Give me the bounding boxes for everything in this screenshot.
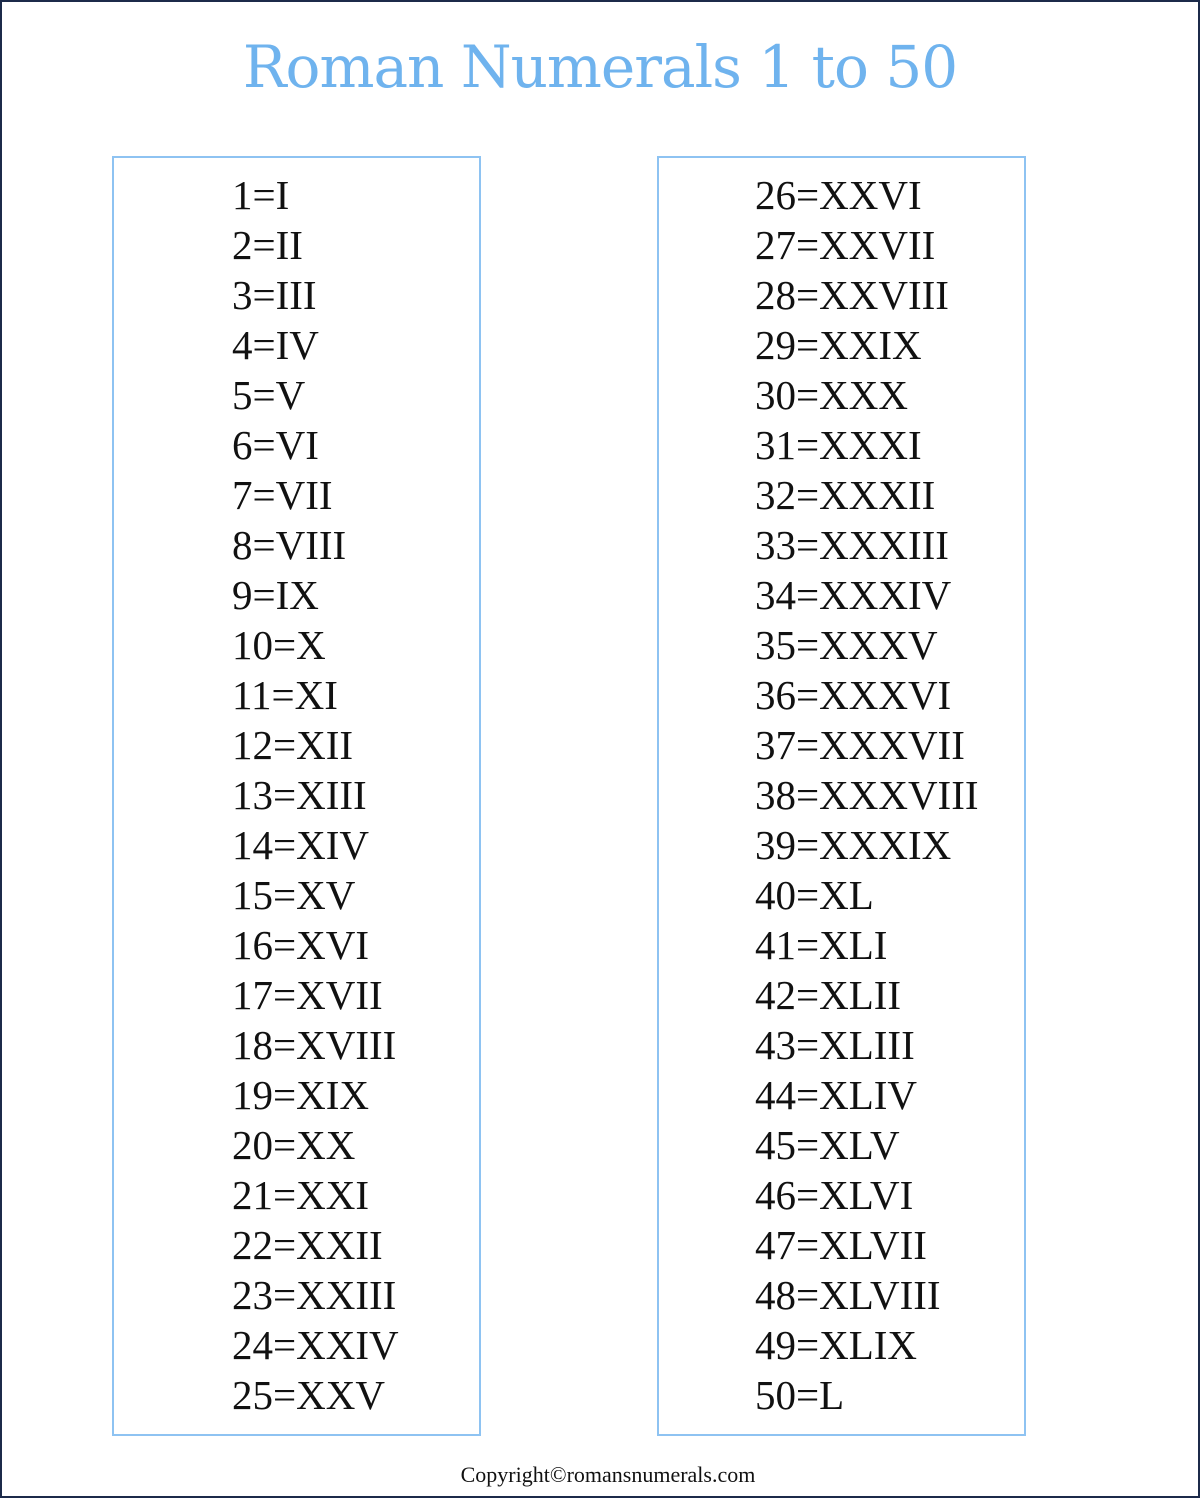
numeral-entry: 31=XXXI <box>755 422 922 468</box>
numeral-entry: 9=IX <box>232 572 319 618</box>
numeral-entry: 50=L <box>755 1372 845 1418</box>
numeral-list-26-to-50 <box>755 170 979 1420</box>
numeral-entry: 13=XIII <box>232 772 367 818</box>
numeral-entry: 8=VIII <box>232 522 347 568</box>
numeral-entry: 5=V <box>232 372 306 418</box>
numeral-entry: 10=X <box>232 622 326 668</box>
numeral-entry: 42=XLII <box>755 972 902 1018</box>
numeral-entry: 15=XV <box>232 872 356 918</box>
numeral-entry: 40=XL <box>755 872 874 918</box>
numeral-entry: 32=XXXII <box>755 472 936 518</box>
numeral-list-1-to-25 <box>232 170 399 1420</box>
numeral-entry: 6=VI <box>232 422 319 468</box>
numeral-entry: 47=XLVII <box>755 1222 927 1268</box>
numeral-entry: 21=XXI <box>232 1172 369 1218</box>
numeral-entry: 18=XVIII <box>232 1022 397 1068</box>
copyright-footer: Copyright©romansnumerals.com <box>460 1462 756 1487</box>
numeral-entry: 30=XXX <box>755 372 908 418</box>
numeral-entry: 37=XXXVII <box>755 722 965 768</box>
numeral-entry: 35=XXXV <box>755 622 938 668</box>
numeral-entry: 33=XXXIII <box>755 522 949 568</box>
numeral-entry: 36=XXXVI <box>755 672 952 718</box>
numeral-entry: 46=XLVI <box>755 1172 914 1218</box>
numeral-entry: 29=XXIX <box>755 322 922 368</box>
numeral-entry: 20=XX <box>232 1122 356 1168</box>
numeral-entry: 48=XLVIII <box>755 1272 941 1318</box>
numeral-entry: 1=I <box>232 172 290 218</box>
numeral-entry: 26=XXVI <box>755 172 922 218</box>
numeral-entry: 11=XI <box>232 672 338 718</box>
numeral-entry: 45=XLV <box>755 1122 900 1168</box>
numeral-entry: 7=VII <box>232 472 333 518</box>
numeral-entry: 17=XVII <box>232 972 383 1018</box>
numeral-entry: 16=XVI <box>232 922 369 968</box>
numeral-entry: 41=XLI <box>755 922 888 968</box>
numeral-entry: 25=XXV <box>232 1372 385 1418</box>
numeral-entry: 38=XXXVIII <box>755 772 979 818</box>
page-title: Roman Numerals 1 to 50 <box>242 33 958 101</box>
numeral-entry: 28=XXVIII <box>755 272 949 318</box>
numeral-entry: 4=IV <box>232 322 319 368</box>
numeral-entry: 23=XXIII <box>232 1272 397 1318</box>
numeral-entry: 14=XIV <box>232 822 369 868</box>
numeral-entry: 3=III <box>232 272 317 318</box>
numeral-entry: 44=XLIV <box>755 1072 918 1118</box>
numeral-entry: 24=XXIV <box>232 1322 399 1368</box>
numeral-entry: 12=XII <box>232 722 354 768</box>
numeral-entry: 2=II <box>232 222 303 268</box>
numeral-entry: 34=XXXIV <box>755 572 952 618</box>
numeral-entry: 27=XXVII <box>755 222 936 268</box>
numeral-entry: 39=XXXIX <box>755 822 952 868</box>
numeral-entry: 19=XIX <box>232 1072 369 1118</box>
numeral-entry: 49=XLIX <box>755 1322 918 1368</box>
numeral-entry: 22=XXII <box>232 1222 383 1268</box>
numeral-entry: 43=XLIII <box>755 1022 915 1068</box>
